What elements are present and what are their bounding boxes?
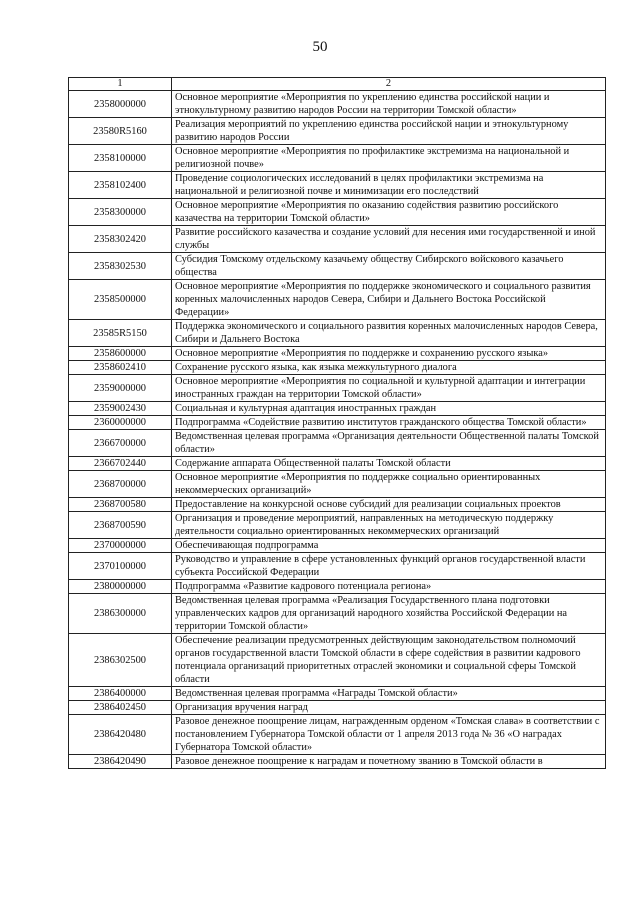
row-description: Ведомственная целевая программа «Реализация Государственного плана подготовки управленческих кадров для организаций народного хозяйства Российской Федерации на территории Томской области»: [172, 594, 606, 634]
row-code: 2366700000: [69, 430, 172, 457]
row-description: Сохранение русского языка, как языка межкультурного диалога: [172, 361, 606, 375]
row-code: 23580R5160: [69, 118, 172, 145]
budget-code-table: [68, 77, 606, 769]
row-description: Подпрограмма «Развитие кадрового потенциала региона»: [172, 580, 606, 594]
row-code: 2360000000: [69, 416, 172, 430]
row-description: Разовое денежное поощрение к наградам и почетному званию в Томской области в: [172, 755, 606, 769]
row-description: Обеспечивающая подпрограмма: [172, 539, 606, 553]
table-row: [69, 498, 606, 512]
row-description: Основное мероприятие «Мероприятия по поддержке социально ориентированных некоммерческих организаций»: [172, 471, 606, 498]
table-row: [69, 402, 606, 416]
table-row: [69, 361, 606, 375]
table-row: [69, 634, 606, 687]
table-header-row: [69, 78, 606, 91]
table-row: [69, 471, 606, 498]
row-description: Ведомственная целевая программа «Организация деятельности Общественной палаты Томской области»: [172, 430, 606, 457]
table-row: [69, 280, 606, 320]
row-description: Обеспечение реализации предусмотренных действующим законодательством полномочий органов государственной власти Томской области в сфере содействия в развитии кадрового потенциала организаций приоритетных отраслей экономики и социальной сферы Томской области: [172, 634, 606, 687]
row-description: Разовое денежное поощрение лицам, награжденным орденом «Томская слава» в соответствии с постановлением Губернатора Томской области от 1 апреля 2013 года № 36 «О наградах Губернатора Томской области»: [172, 715, 606, 755]
row-code: 2359002430: [69, 402, 172, 416]
row-description: Содержание аппарата Общественной палаты Томской области: [172, 457, 606, 471]
row-code: 2358102400: [69, 172, 172, 199]
table-row: [69, 118, 606, 145]
row-code: 2359000000: [69, 375, 172, 402]
row-code: 2386300000: [69, 594, 172, 634]
row-code: 2366702440: [69, 457, 172, 471]
row-description: Основное мероприятие «Мероприятия по социальной и культурной адаптации и интеграции иностранных граждан на территории Томской области»: [172, 375, 606, 402]
row-description: Основное мероприятие «Мероприятия по оказанию содействия развитию российского казачества на территории Томской области»: [172, 199, 606, 226]
table-body: [69, 91, 606, 769]
row-code: 2368700000: [69, 471, 172, 498]
row-description: Организация и проведение мероприятий, направленных на методическую поддержку деятельности социально ориентированных некоммерческих организаций: [172, 512, 606, 539]
row-description: Основное мероприятие «Мероприятия по укреплению единства российской нации и этнокультурному развитию народов России на территории Томской области»: [172, 91, 606, 118]
table-row: [69, 457, 606, 471]
table-row: [69, 580, 606, 594]
row-description: Руководство и управление в сфере установленных функций органов государственной власти субъекта Российской Федерации: [172, 553, 606, 580]
row-code: 2380000000: [69, 580, 172, 594]
page-number: 50: [312, 39, 328, 55]
row-code: 2386420490: [69, 755, 172, 769]
table-row: [69, 416, 606, 430]
row-code: 2358600000: [69, 347, 172, 361]
row-code: 23585R5150: [69, 320, 172, 347]
row-code: 2358300000: [69, 199, 172, 226]
row-code: 2358302420: [69, 226, 172, 253]
row-description: Основное мероприятие «Мероприятия по поддержке экономического и социального развития коренных малочисленных народов Севера, Сибири и Дальнего Востока Российской Федерации»: [172, 280, 606, 320]
row-description: Организация вручения наград: [172, 701, 606, 715]
row-code: 2386420480: [69, 715, 172, 755]
row-code: 2368700590: [69, 512, 172, 539]
row-code: 2386402450: [69, 701, 172, 715]
table-row: [69, 253, 606, 280]
table-row: [69, 553, 606, 580]
table-row: [69, 715, 606, 755]
table-row: [69, 145, 606, 172]
table-row: [69, 687, 606, 701]
row-description: Реализация мероприятий по укреплению единства российской нации и этнокультурному развитию народов России: [172, 118, 606, 145]
table-row: [69, 430, 606, 457]
column-header-description: 2: [172, 78, 606, 91]
row-description: Основное мероприятие «Мероприятия по профилактике экстремизма на национальной и религиозной почве»: [172, 145, 606, 172]
table-row: [69, 91, 606, 118]
row-description: Поддержка экономического и социального развития коренных малочисленных народов Севера, Сибири и Дальнего Востока: [172, 320, 606, 347]
row-description: Субсидия Томскому отдельскому казачьему обществу Сибирского войскового казачьего общества: [172, 253, 606, 280]
column-header-code: 1: [69, 78, 172, 91]
table-row: [69, 512, 606, 539]
row-code: 2358000000: [69, 91, 172, 118]
row-code: 2370000000: [69, 539, 172, 553]
row-description: Развитие российского казачества и создание условий для несения ими государственной и иной службы: [172, 226, 606, 253]
row-description: Основное мероприятие «Мероприятия по поддержке и сохранению русского языка»: [172, 347, 606, 361]
row-code: 2368700580: [69, 498, 172, 512]
table-row: [69, 347, 606, 361]
table-row: [69, 539, 606, 553]
row-code: 2370100000: [69, 553, 172, 580]
row-description: Социальная и культурная адаптация иностранных граждан: [172, 402, 606, 416]
table-row: [69, 226, 606, 253]
row-code: 2358602410: [69, 361, 172, 375]
row-description: Проведение социологических исследований в целях профилактики экстремизма на национальной и религиозной почве и минимизации его последствий: [172, 172, 606, 199]
row-description: Предоставление на конкурсной основе субсидий для реализации социальных проектов: [172, 498, 606, 512]
row-code: 2386400000: [69, 687, 172, 701]
row-code: 2358500000: [69, 280, 172, 320]
table-row: [69, 594, 606, 634]
row-code: 2386302500: [69, 634, 172, 687]
row-description: Подпрограмма «Содействие развитию институтов гражданского общества Томской области»: [172, 416, 606, 430]
table-row: [69, 199, 606, 226]
row-code: 2358100000: [69, 145, 172, 172]
table-row: [69, 701, 606, 715]
table-row: [69, 375, 606, 402]
row-code: 2358302530: [69, 253, 172, 280]
row-description: Ведомственная целевая программа «Награды Томской области»: [172, 687, 606, 701]
table-row: [69, 320, 606, 347]
table-row: [69, 755, 606, 769]
table-row: [69, 172, 606, 199]
